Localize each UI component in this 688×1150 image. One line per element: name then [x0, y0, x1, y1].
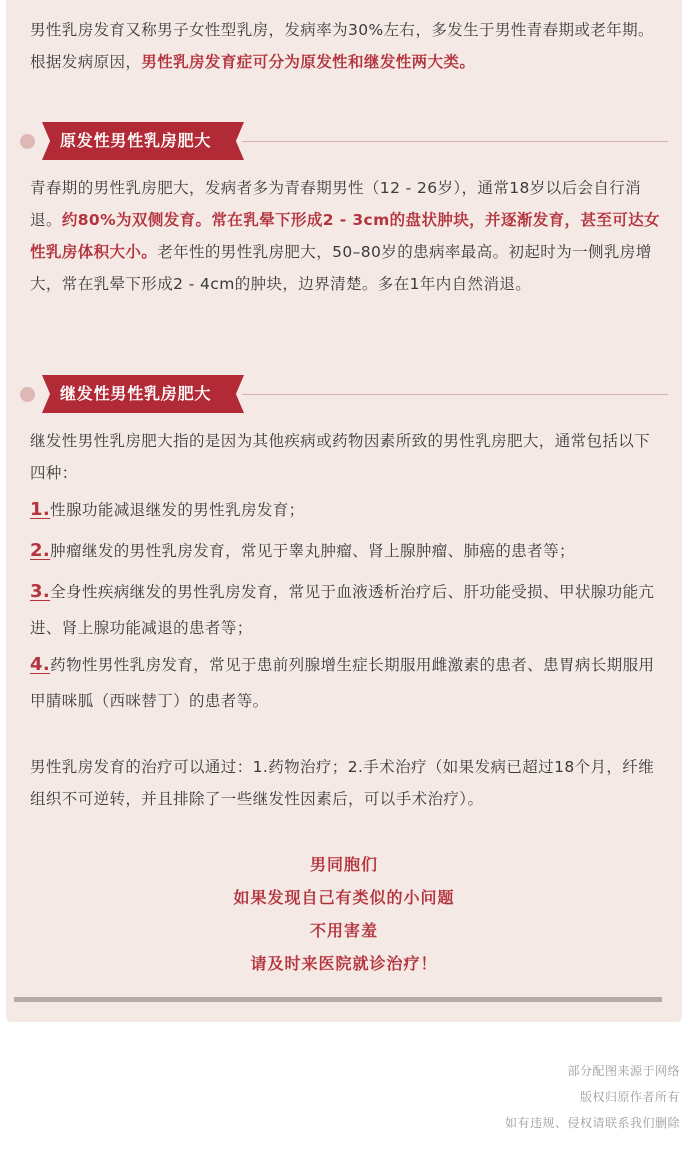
primary-tail-text: 老年性的男性乳房肥大，50–80岁的患病率最高。初起时为一侧乳房增大，常在乳晕下形成2 - 4cm的肿块，边界清楚。多在1年内自然消退。	[30, 243, 652, 293]
section-title-primary: 原发性男性乳房肥大	[60, 131, 212, 150]
intro-highlight: 男性乳房发育症可分为原发性和继发性两大类。	[141, 53, 476, 71]
intro-paragraph	[30, 14, 662, 78]
article-card	[6, 0, 682, 1022]
intro-text: 男性乳房发育又称男子女性型乳房，发病率为30%左右，多发生于男性青春期或老年期。根据发病原因，	[30, 21, 654, 71]
list-text: 药物性男性乳房发育，常见于患前列腺增生症长期服用雌激素的患者、患胃病长期服用甲腈咪胍（西咪替丁）的患者等。	[30, 656, 655, 710]
primary-paragraph	[30, 172, 662, 300]
treatment-paragraph: 男性乳房发育的治疗可以通过：1.药物治疗；2.手术治疗（如果发病已超过18个月，纤维组织不可逆转，并且排除了一些继发性因素后，可以手术治疗）。	[30, 758, 655, 808]
list-number: 4.	[30, 654, 51, 675]
credit-line: 如有违规、侵权请联系我们删除	[504, 1116, 680, 1130]
credit-line: 版权归原作者所有	[579, 1090, 680, 1104]
credits-block	[505, 1058, 680, 1136]
divider-line	[242, 141, 668, 142]
section-title-secondary: 继发性男性乳房肥大	[60, 384, 212, 403]
secondary-intro: 继发性男性乳房肥大指的是因为其他疾病或药物因素所致的男性乳房肥大，通常包括以下四种：	[30, 432, 651, 482]
list-item	[30, 492, 664, 528]
closing-line: 如果发现自己有类似的小问题	[233, 888, 455, 907]
list-text: 全身性疾病继发的男性乳房发育，常见于血液透析治疗后、肝功能受损、甲状腺功能亢进、肾上腺功能减退的患者等；	[30, 583, 655, 637]
closing-line: 男同胞们	[309, 855, 378, 874]
bullet-dot-icon	[20, 134, 35, 149]
list-number: 1.	[30, 499, 51, 520]
primary-text: 青春期的男性乳房肥大，发病者多为青春期男性（12 - 26岁），通常18岁以后会自行消退。	[30, 179, 642, 229]
closing-line: 请及时来医院就诊治疗！	[250, 954, 438, 973]
list-text: 性腺功能减退继发的男性乳房发育；	[50, 501, 305, 519]
credit-line: 部分配图来源于网络	[567, 1064, 680, 1078]
list-item	[30, 647, 664, 719]
list-number: 2.	[30, 540, 51, 561]
closing-line: 不用害羞	[309, 921, 378, 940]
primary-highlight: 约80%为双侧发育。常在乳晕下形成2 - 3cm的盘状肿块，并逐渐发育，甚至可达女性乳房体积大小。	[30, 211, 660, 261]
section-header-secondary	[6, 373, 682, 415]
list-item	[30, 533, 664, 569]
section-header-primary	[6, 120, 682, 162]
list-text: 肿瘤继发的男性乳房发育，常见于睾丸肿瘤、肾上腺肿瘤、肺癌的患者等；	[50, 542, 575, 560]
list-number: 3.	[30, 581, 51, 602]
bottom-divider	[14, 997, 662, 1002]
divider-line	[242, 394, 668, 395]
list-item	[30, 574, 664, 646]
bullet-dot-icon	[20, 387, 35, 402]
